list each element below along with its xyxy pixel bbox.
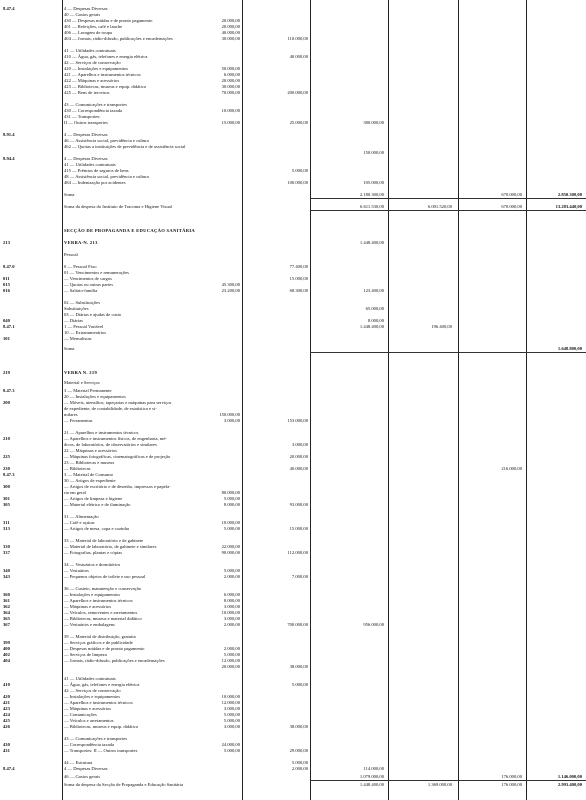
row-amount-v2: 2.000,00 [291, 766, 308, 771]
row-code: 343 [3, 574, 10, 579]
row-code: 430 [3, 742, 10, 747]
row-code: 311 [3, 520, 10, 525]
row-description: 404 — Jornais, rádio-difusão, publicações e encadernações [64, 36, 173, 41]
row-description: 01 — Vencimentos e remunerações [64, 270, 129, 275]
table-row [0, 502, 586, 508]
table-row [0, 346, 586, 352]
row-code: 011 [3, 276, 10, 281]
row-code: 040 [3, 318, 10, 323]
row-code: 410 [3, 682, 10, 687]
row-description: — Máquinas e acessórios [64, 706, 112, 711]
row-amount-v5: 176.000,00 [501, 774, 522, 779]
row-code: 404 [3, 658, 10, 663]
row-description: — Máquinas e acessórios [64, 604, 112, 609]
row-amount-v2: 15.000,00 [289, 276, 308, 281]
row-amount-v2: 5.000,00 [291, 760, 308, 765]
row-amount-v2: 29.000,00 [289, 748, 308, 753]
row-amount-v2: 20.000,00 [289, 454, 308, 459]
table-row [0, 204, 586, 210]
table-row [0, 180, 586, 186]
row-amount-v1: 20.000,00 [221, 24, 240, 29]
row-description: — Quotas ou outras partes [64, 282, 113, 287]
row-description: 410 — Água, gás, telefones e energia elétrica [64, 54, 148, 59]
row-amount-v1: 3.000,00 [223, 616, 240, 621]
row-amount-v3: 150.000,00 [363, 150, 384, 155]
row-amount-v4: 1.369.000,00 [427, 782, 452, 787]
row-amount-v1: 23.200,00 [221, 288, 240, 293]
row-code: 016 [3, 288, 10, 293]
row-code: 400 [3, 646, 10, 651]
row-code: 015 [3, 282, 10, 287]
row-amount-v3: 8.000,00 [367, 318, 384, 323]
row-amount-v1: 6.000,00 [223, 592, 240, 597]
row-description: Substituições [64, 306, 89, 311]
row-description: — Instalações e equipamentos [64, 694, 120, 699]
row-description: 406 — Lavagem de roupa [64, 30, 112, 35]
row-amount-v1: 20.000,00 [221, 18, 240, 23]
row-amount-v2: 15.000,00 [289, 526, 308, 531]
row-amount-v1: 5.000,00 [223, 712, 240, 717]
row-amount-v1: 70.000,00 [221, 90, 240, 95]
row-description: de expediente, de contabilidade, de estatística e si- [64, 406, 157, 411]
row-amount-v1: 24.000,00 [221, 742, 240, 747]
row-description: 4 — Despesas Diversas [64, 156, 108, 161]
row-amount-v2: 100.000,00 [287, 180, 308, 185]
table-row [0, 748, 586, 754]
row-code: 337 [3, 550, 10, 555]
row-code: 340 [3, 568, 10, 573]
row-code: 330 [3, 544, 10, 549]
row-amount-v2: 38.000,00 [289, 724, 308, 729]
sum-rule [310, 780, 586, 781]
row-code: 431 [3, 748, 10, 753]
row-description: — Aparelhos e instrumentos técnicos [64, 700, 133, 705]
row-description: — Bibliotecas [64, 466, 91, 471]
row-description: — Artigos de escritório e de desenho, impressos e papela- [64, 484, 171, 489]
row-amount-v5: 670.000,00 [501, 192, 522, 197]
row-amount-v1: 6.000,00 [223, 72, 240, 77]
row-code: 364 [3, 610, 10, 615]
row-description: — Correspondência taxada [64, 742, 115, 747]
row-amount-v1: 8.000,00 [223, 598, 240, 603]
row-description: 10 — Extranumerários [64, 330, 107, 335]
row-description: 421 — Aparelhos e instrumentos técnicos [64, 72, 141, 77]
row-description: Soma da despesa da Secção de Propaganda e Educação Sanitária [64, 782, 184, 787]
row-description: — Fotografias, plantas e cópias [64, 550, 123, 555]
table-row [0, 288, 586, 294]
row-amount-v2: 40.000,00 [289, 466, 308, 471]
row-description: 4 — Despesas Diversas [64, 6, 108, 11]
row-description: 462 — Quotas a instituições de previdência e de assistência social [64, 144, 186, 149]
row-description: VERBA-N. 213 [64, 240, 98, 245]
row-description: — Vestuários e embalagens [64, 622, 115, 627]
row-code: 8.47.4 [3, 766, 15, 771]
row-description: — Veículos, semoventes e arreiamentos [64, 610, 138, 615]
row-amount-v1: 5.000,00 [223, 718, 240, 723]
row-amount-v2: 25.000,00 [289, 120, 308, 125]
table-row [0, 228, 586, 234]
row-description: 41 — Utilidades contratuais [64, 676, 116, 681]
row-code: 200 [3, 400, 10, 405]
table-row [0, 774, 586, 780]
row-amount-v3: 105.000,00 [363, 180, 384, 185]
row-amount-v1: 2.000,00 [223, 646, 240, 651]
table-row [0, 252, 586, 258]
row-description: II — Outros transportes [64, 120, 108, 125]
row-amount-v2: 200.000,00 [287, 90, 308, 95]
row-description: 42 — Serviços de conservação [64, 688, 121, 693]
row-description: 41 — Utilidades contratuais [64, 48, 116, 53]
row-description: — Transportes: II — Outros transportes [64, 748, 138, 753]
row-amount-v2: 93.000,00 [289, 502, 308, 507]
row-amount-v2: 68.300,00 [289, 288, 308, 293]
row-amount-v1: 20.000,00 [221, 78, 240, 83]
row-description: Soma da despesa do Instituto de Tracoma e Higiene Visual [64, 204, 172, 209]
table-row [0, 120, 586, 126]
row-description: — Jornais, rádio-difusão, publicações e encadernações [64, 658, 165, 663]
table-row [0, 664, 586, 670]
row-description: 02 — Substituições [64, 300, 100, 305]
row-amount-v1: 12.000,00 [221, 658, 240, 663]
row-amount-v1: 8.000,00 [223, 502, 240, 507]
row-description: — Vencimentos de cargos [64, 276, 112, 281]
sum-rule [310, 210, 586, 211]
row-amount-v5: 176.000,00 [501, 782, 522, 787]
row-description: — Bibliotecas, museus e equip. didático [64, 724, 139, 729]
table-row [0, 336, 586, 342]
row-amount-v1: 5.000,00 [223, 496, 240, 501]
row-code: 101 [3, 336, 10, 341]
row-description: 41 — Utilidades contratuais [64, 162, 116, 167]
row-description: — Máquinas fotográficas, cinematográficas e de projeção [64, 454, 171, 459]
row-description: Pessoal [64, 252, 78, 257]
row-description: 39 — Material de distribuição, gratuita [64, 634, 136, 639]
row-code: 210 [3, 436, 10, 441]
row-description: — Café e açúcar [64, 520, 95, 525]
row-description: 33 — Material de laboratório e de gabinete [64, 538, 144, 543]
row-amount-v1: 5.000,00 [223, 748, 240, 753]
row-amount-v6: 1.648.800,00 [557, 346, 582, 351]
row-amount-v1: 12.000,00 [221, 700, 240, 705]
row-amount-v1: 30.000,00 [221, 84, 240, 89]
row-description: 0 — Pessoal Fixo [64, 264, 97, 269]
row-description: — Ferramentas [64, 418, 93, 423]
row-amount-v3: 956.000,00 [363, 622, 384, 627]
row-description: 430 — Despesas miúdas e de pronto pagamento [64, 18, 153, 23]
row-description: — Despesas miúdas e de pronto pagamento [64, 646, 145, 651]
row-description: 425 — Bens de terceiros [64, 90, 110, 95]
row-description: — Serviços gráficos e de publicidade [64, 640, 133, 645]
table-row [0, 782, 586, 788]
row-description: 43 — Comunicações e transportes [64, 102, 128, 107]
row-amount-v2: 7.000,00 [291, 574, 308, 579]
row-description: dicos, de laboratórios, de observatórios e similares [64, 442, 157, 447]
sum-rule [310, 198, 586, 199]
row-amount-v3: 1.448.400,00 [359, 782, 384, 787]
sum-rule [310, 352, 586, 353]
row-code: 361 [3, 598, 10, 603]
row-description: 42 — Serviços de conservação [64, 60, 121, 65]
row-amount-v1: 10.000,00 [221, 108, 240, 113]
row-description: 21 — Aparelhos e instrumentos técnicos [64, 430, 139, 435]
row-amount-v3: 6.611.530,00 [360, 204, 384, 209]
row-amount-v1: 150.000,00 [219, 412, 240, 417]
row-code: 365 [3, 616, 10, 621]
row-amount-v1: 5.000,00 [223, 652, 240, 657]
row-amount-v2: 40.000,00 [289, 54, 308, 59]
row-description: — Instalações e equipamentos [64, 592, 120, 597]
table-row [0, 724, 586, 730]
row-description: 44 — Estrutura [64, 760, 93, 765]
row-description: Soma [64, 346, 75, 351]
row-description: — Diárias [64, 318, 84, 323]
row-description: 3 — Material Permanente [64, 388, 112, 393]
row-code: 367 [3, 622, 10, 627]
row-description: 22 — Máquinas e acessórios [64, 448, 117, 453]
row-code: 8.47.0 [3, 264, 15, 269]
row-description: 401 — Refeições, café e lanche [64, 24, 123, 29]
row-amount-v2: 700.000,00 [287, 622, 308, 627]
row-description: — Salário-família [64, 288, 98, 293]
row-amount-v2: 5.000,00 [291, 682, 308, 687]
row-description: — Mensalistas [64, 336, 92, 341]
row-description: 423 — Bibliotecas, museus e equip. didático [64, 84, 147, 89]
row-description: 20 — Instalações e equipamentos [64, 394, 126, 399]
row-description: 4 — Despesas Diversas [64, 132, 108, 137]
row-description: 03 — Diárias e ajudas de custo [64, 312, 122, 317]
row-description: 4 — Despesas Diversas [64, 766, 108, 771]
row-code: 313 [3, 526, 10, 531]
row-amount-v2: 38.000,00 [289, 664, 308, 669]
row-code: 424 [3, 712, 10, 717]
row-code: 423 [3, 706, 10, 711]
row-amount-v2: 110.000,00 [287, 36, 308, 41]
table-row [0, 574, 586, 580]
row-description: VERBA N. 219 [64, 370, 98, 375]
row-code: 219 [3, 370, 10, 375]
row-description: 46 — Gastos gerais [64, 774, 101, 779]
row-description: 36 — Custeio, manutenção e conservação [64, 586, 142, 591]
row-amount-v1: 50.000,00 [221, 66, 240, 71]
row-description: 415 — Prêmios de seguros de bens [64, 168, 129, 173]
row-code: 230 [3, 466, 10, 471]
row-amount-v2: 5.000,00 [291, 168, 308, 173]
row-description: — Bibliotecas, museus e material didático [64, 616, 142, 621]
row-description: 31 — Alimentação [64, 514, 99, 519]
row-amount-v4: 196.400,00 [431, 324, 452, 329]
row-code: 8.94.4 [3, 156, 15, 161]
row-description: 43 — Comunicações e transportes [64, 736, 128, 741]
row-description: 3 — Material de Consumo [64, 472, 113, 477]
row-amount-v5: 670.000,00 [501, 204, 522, 209]
row-code: 8.47.1 [3, 324, 15, 329]
row-amount-v1: 3.000,00 [223, 724, 240, 729]
row-amount-v6: 2.850.300,00 [557, 192, 582, 197]
row-description: 484 — Indenização por acidentes [64, 180, 126, 185]
row-description: 431 — Transportes: [64, 114, 101, 119]
row-code: 399 [3, 640, 10, 645]
table-row [0, 526, 586, 532]
row-code: 8.47.3 [3, 472, 15, 477]
row-amount-v3: 114.000,00 [363, 766, 384, 771]
row-code: 362 [3, 604, 10, 609]
row-amount-v3: 2.180.300,00 [359, 192, 384, 197]
row-amount-v1: 15.000,00 [221, 120, 240, 125]
row-amount-v3: 380.000,00 [363, 120, 384, 125]
table-row [0, 418, 586, 424]
row-amount-v1: 10.000,00 [221, 520, 240, 525]
row-amount-v1: 20.000,00 [221, 664, 240, 669]
row-code: 301 [3, 496, 10, 501]
row-description: 420 — Instalações e equipamentos [64, 66, 129, 71]
row-description: — Veículos e arreiamentos [64, 718, 114, 723]
row-amount-v1: 45.300,00 [221, 282, 240, 287]
row-code: 426 [3, 724, 10, 729]
row-description: — Artigos de limpeza e higiene [64, 496, 123, 501]
row-code: 420 [3, 694, 10, 699]
row-code: 402 [3, 652, 10, 657]
row-description: — Aparelhos e instrumentos técnicos [64, 598, 133, 603]
table-row [0, 192, 586, 198]
row-description: — Material de laboratório, de gabinete e similares [64, 544, 157, 549]
row-amount-v1: 5.000,00 [223, 526, 240, 531]
row-description: — Pequenos objetos de toilete e uso pessoal [64, 574, 146, 579]
row-code: 8.47.4 [3, 6, 15, 11]
row-code: 305 [3, 502, 10, 507]
table-row [0, 550, 586, 556]
row-amount-v6: 13.283.440,00 [555, 204, 582, 209]
row-description: — Material elétrico e de iluminação [64, 502, 131, 507]
row-code: 225 [3, 454, 10, 459]
row-amount-v1: 80.000,00 [221, 490, 240, 495]
row-code: 425 [3, 718, 10, 723]
row-code: 8.91.4 [3, 132, 15, 137]
row-description: — Móveis, utensílios, tapeçarias e máquinas para serviços [64, 400, 172, 405]
row-code: 360 [3, 592, 10, 597]
row-amount-v4: 6.001.520,00 [427, 204, 452, 209]
row-description: Material e Serviços [64, 380, 100, 385]
row-code: 421 [3, 700, 10, 705]
table-row [0, 622, 586, 628]
row-amount-v6: 2.993.400,00 [557, 782, 582, 787]
row-amount-v3: 123.400,00 [363, 288, 384, 293]
row-amount-v5: 216.000,00 [501, 466, 522, 471]
row-amount-v3: 65.000,00 [365, 306, 384, 311]
row-amount-v1: 10.000,00 [221, 694, 240, 699]
row-description: — Aparelhos e instrumentos físicos, de engenharia, mé- [64, 436, 167, 441]
row-description: 422 — Máquinas e acessórios [64, 78, 120, 83]
row-amount-v1: 10.000,00 [221, 610, 240, 615]
row-description: — Vestuários [64, 568, 89, 573]
row-amount-v3: 1.448.400,00 [359, 240, 384, 245]
row-amount-v1: 40.000,00 [221, 30, 240, 35]
row-amount-v1: 2.000,00 [223, 622, 240, 627]
row-description: — Comunicações [64, 712, 97, 717]
table-row [0, 370, 586, 376]
row-amount-v2: 3.000,00 [291, 442, 308, 447]
table-row [0, 240, 586, 246]
row-description: ria em geral [64, 490, 86, 495]
row-amount-v1: 30.000,00 [221, 36, 240, 41]
row-description: 40 — Gastos gerais [64, 12, 101, 17]
row-amount-v1: 3.000,00 [223, 706, 240, 711]
row-code: 213 [3, 240, 10, 245]
row-amount-v1: 2.000,00 [223, 574, 240, 579]
row-amount-v1: 3.000,00 [223, 418, 240, 423]
row-amount-v2: 77.400,00 [289, 264, 308, 269]
table-row [0, 380, 586, 386]
row-description: 430 — Correspondência taxada [64, 108, 123, 113]
row-description: milares [64, 412, 78, 417]
row-description: SECÇÃO DE PROPAGANDA E EDUCAÇÃO SANITÁRIA [64, 228, 196, 233]
row-description: 1 — Pessoal Variável [64, 324, 104, 329]
row-amount-v1: 3.000,00 [223, 604, 240, 609]
row-description: 23 — Bibliotecas e museus [64, 460, 115, 465]
table-row [0, 90, 586, 96]
row-description: — Água, gás, telefones e energia elétrica [64, 682, 140, 687]
row-description: 34 — Vestuários e dormitórios [64, 562, 121, 567]
row-amount-v1: 90.000,00 [221, 550, 240, 555]
row-amount-v3: 1.448.400,00 [359, 324, 384, 329]
row-code: 300 [3, 484, 10, 489]
row-description: Soma [64, 192, 75, 197]
row-description: 30 — Artigos de expediente [64, 478, 116, 483]
row-amount-v3: 1.079.000,00 [359, 774, 384, 779]
row-amount-v2: 153.000,00 [287, 418, 308, 423]
row-code: 8.47.3 [3, 388, 15, 393]
table-row [0, 766, 586, 772]
row-description: — Artigos de mesa, copa e cozinha [64, 526, 129, 531]
row-description: 46 — Assistência social, previdência e cultura [64, 138, 149, 143]
table-row [0, 36, 586, 42]
row-amount-v1: 22.000,00 [221, 544, 240, 549]
row-amount-v1: 5.000,00 [223, 568, 240, 573]
row-description: 48 — Assistência social, previdência e cultura [64, 174, 149, 179]
row-description: — Serviços de limpeza [64, 652, 107, 657]
row-amount-v6: 1.146.000,00 [557, 774, 582, 779]
row-amount-v2: 112.000,00 [287, 550, 308, 555]
